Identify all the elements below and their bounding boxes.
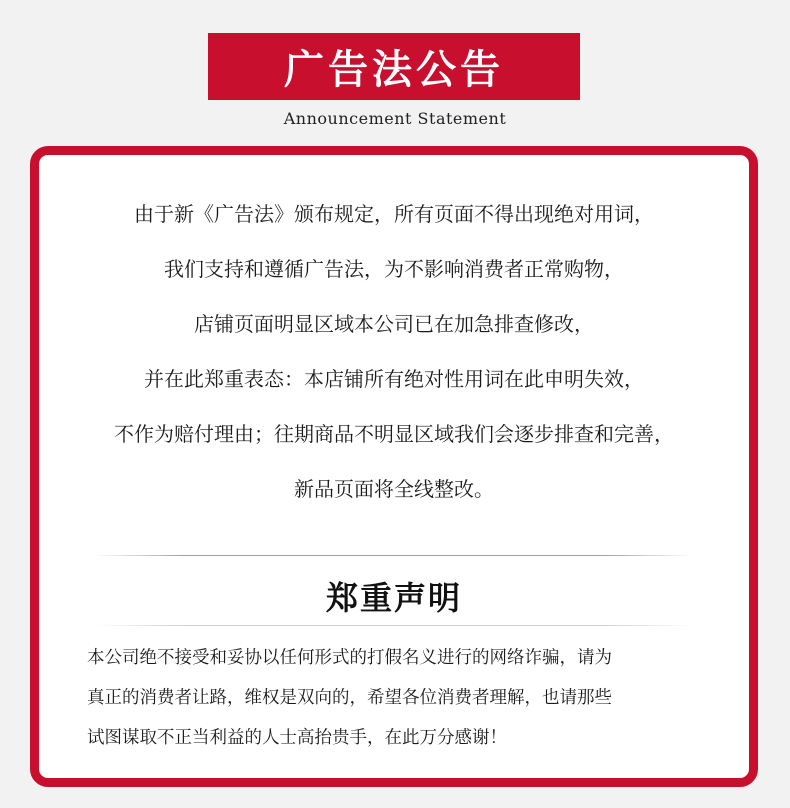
declaration-line: 试图谋取不正当利益的人士高抬贵手，在此万分感谢！	[87, 728, 507, 748]
notice-line: 新品页面将全线整改。	[294, 477, 494, 501]
page-subtitle: Announcement Statement	[283, 109, 507, 128]
title-banner	[208, 33, 580, 100]
notice-line: 并在此郑重表态：本店铺所有绝对性用词在此申明失效，	[144, 367, 644, 391]
declaration-body	[87, 645, 717, 765]
page-title: 广告法公告	[284, 47, 504, 93]
section-divider-bottom	[95, 625, 693, 626]
declaration-heading: 郑重声明	[325, 579, 462, 617]
notice-line: 我们支持和遵循广告法，为不影响消费者正常购物，	[164, 257, 624, 281]
notice-line: 店铺页面明显区域本公司已在加急排查修改，	[194, 312, 594, 336]
notice-line: 不作为赔付理由；往期商品不明显区域我们会逐步排查和完善，	[114, 422, 674, 446]
declaration-line: 本公司绝不接受和妥协以任何形式的打假名义进行的网络诈骗，请为	[87, 648, 612, 668]
notice-line: 由于新《广告法》颁布规定，所有页面不得出现绝对用词，	[134, 202, 654, 226]
declaration-line: 真正的消费者让路，维权是双向的，希望各位消费者理解，也请那些	[87, 688, 612, 708]
notice-body	[39, 199, 749, 529]
announcement-card	[30, 146, 758, 787]
section-divider-top	[95, 555, 693, 556]
